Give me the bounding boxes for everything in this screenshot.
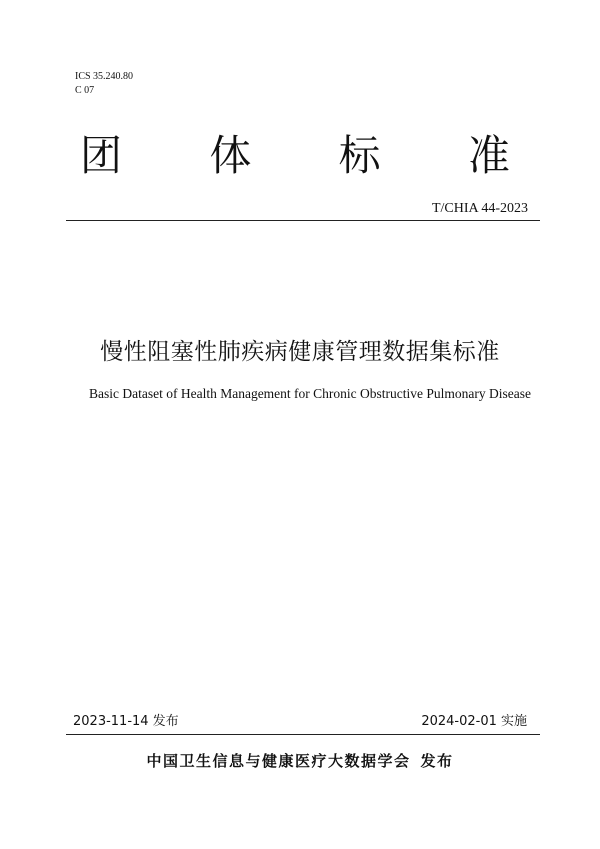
document-type-char: 标 — [338, 131, 381, 180]
document-type-char: 体 — [209, 131, 252, 180]
standard-number: T/CHIA 44-2023 — [431, 201, 528, 216]
ccs-code: C 07 — [75, 85, 95, 96]
document-type-char: 团 — [80, 131, 123, 180]
document-type-char: 准 — [467, 131, 510, 180]
ics-code: ICS 35.240.80 — [75, 71, 134, 82]
publisher-name: 中国卫生信息与健康医疗大数据学会 — [146, 752, 411, 770]
publisher-action: 发布 — [420, 752, 454, 770]
document-type-heading — [80, 128, 510, 184]
issue-date: 2023-11-14 发布 — [73, 714, 179, 729]
publisher-line — [0, 750, 600, 772]
bottom-divider — [66, 734, 540, 735]
title-english: Basic Dataset of Health Management for Chronic Obstructive Pulmonary Disease — [89, 386, 531, 401]
top-divider — [66, 220, 540, 221]
implementation-date: 2024-02-01 实施 — [421, 714, 527, 729]
classification-codes — [75, 70, 133, 98]
title-chinese: 慢性阻塞性肺疾病健康管理数据集标准 — [100, 339, 500, 365]
